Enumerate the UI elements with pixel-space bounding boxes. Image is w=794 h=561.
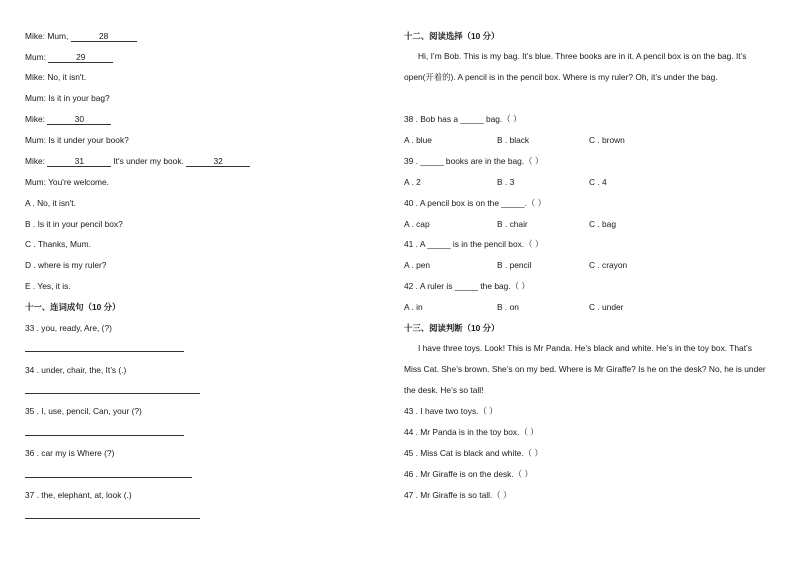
question-38: 38 . Bob has a _____ bag.（ ） [404,114,522,124]
reading-passage-12: Hi, I’m Bob. This is my bag. It’s blue. Three books are in it. A pencil box is on the bag. It’s open(开着的). A pencil is in the pencil box. Where is my ruler? Oh, it’s under the bag. [404,51,747,82]
option-d: D . where is my ruler? [25,260,107,270]
question-39: 39 . _____ books are in the bag.（ ） [404,156,544,166]
judgment-47[interactable]: 47 . Mr Giraffe is so tall.（ ） [404,490,512,500]
choice-b[interactable]: B . 3 [497,177,515,187]
dialogue-speaker: Mum: [25,52,49,62]
dialogue-text: It's under my book. [113,156,187,166]
choice-b[interactable]: B . chair [497,219,528,229]
option-e: E . Yes, it is. [25,281,71,291]
answer-line-37[interactable] [25,518,200,519]
dialogue-line-28 [25,31,137,42]
answer-line-33[interactable] [25,351,184,352]
sentence-33: 33 . you, ready, Are, (?) [25,323,112,333]
sentence-35: 35 . I, use, pencil, Can, your (?) [25,406,142,416]
sentence-37: 37 . the, elephant, at, look (.) [25,490,132,500]
dialogue-line: Mum: Is it in your bag? [25,93,110,103]
choice-c[interactable]: C . 4 [589,177,607,187]
dialogue-line: Mike: No, it isn't. [25,72,87,82]
choice-c[interactable]: C . under [589,302,624,312]
choice-b[interactable]: B . pencil [497,260,532,270]
dialogue-line: Mum: Is it under your book? [25,135,129,145]
choice-a[interactable]: A . cap [404,219,430,229]
reading-passage-13: I have three toys. Look! This is Mr Panda. He’s black and white. He’s in the toy box. That’s Miss Cat. She’s brown. She’s on my bed. Where is Mr Giraffe? Is he on the desk? No, he is under the desk. He’s so tall! [404,343,766,395]
sentence-34: 34 . under, chair, the, It’s (.) [25,365,127,375]
dialogue-speaker: Mike: [25,156,48,166]
judgment-45[interactable]: 45 . Miss Cat is black and white.（ ） [404,448,543,458]
section-heading-13: 十三、阅读判断（10 分） [404,323,500,333]
answer-blank-28[interactable]: 28 [71,32,137,42]
option-c: C . Thanks, Mum. [25,239,91,249]
choice-a[interactable]: A . 2 [404,177,421,187]
dialogue-line: Mum: You're welcome. [25,177,109,187]
answer-line-35[interactable] [25,435,184,436]
choice-a[interactable]: A . blue [404,135,432,145]
dialogue-line-30 [25,114,111,125]
choice-c[interactable]: C . brown [589,135,625,145]
dialogue-line-31-32 [25,156,250,167]
question-41: 41 . A _____ is in the pencil box.（ ） [404,239,544,249]
answer-blank-29[interactable]: 29 [48,53,113,63]
dialogue-line-29 [25,52,113,63]
choice-a[interactable]: A . in [404,302,423,312]
choice-b[interactable]: B . black [497,135,530,145]
answer-blank-32[interactable]: 32 [186,157,250,167]
sentence-36: 36 . car my is Where (?) [25,448,115,458]
answer-blank-31[interactable]: 31 [47,157,111,167]
dialogue-speaker: Mike: [25,114,48,124]
answer-line-36[interactable] [25,477,192,478]
section-heading-11: 十一、连词成句（10 分） [25,302,121,312]
judgment-44[interactable]: 44 . Mr Panda is in the toy box.（ ） [404,427,539,437]
choice-a[interactable]: A . pen [404,260,431,270]
choice-c[interactable]: C . crayon [589,260,628,270]
section-heading-12: 十二、阅读选择（10 分） [404,31,500,41]
option-a: A . No, it isn't. [25,198,76,208]
judgment-43[interactable]: 43 . I have two toys.（ ） [404,406,498,416]
judgment-46[interactable]: 46 . Mr Giraffe is on the desk.（ ） [404,469,533,479]
choice-b[interactable]: B . on [497,302,519,312]
choice-c[interactable]: C . bag [589,219,617,229]
question-42: 42 . A ruler is _____ the bag.（ ） [404,281,530,291]
answer-blank-30[interactable]: 30 [47,115,111,125]
question-40: 40 . A pencil box is on the _____.（ ） [404,198,547,208]
dialogue-speaker: Mike: Mum, [25,31,71,41]
answer-line-34[interactable] [25,393,200,394]
option-b: B . Is it in your pencil box? [25,219,123,229]
